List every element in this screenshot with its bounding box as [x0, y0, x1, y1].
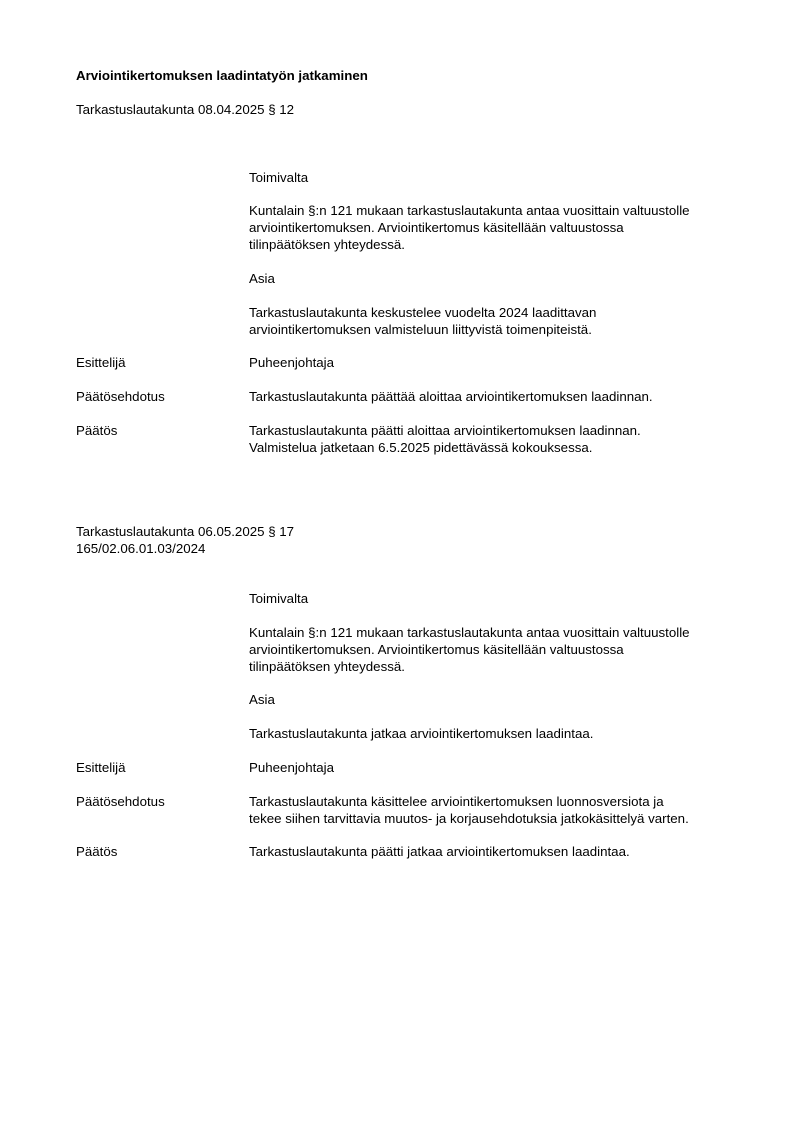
- meeting1-toimivalta-line: Kuntalain §:n 121 mukaan tarkastuslautakunta antaa vuosittain valtuustolle: [249, 203, 690, 218]
- meeting2-toimivalta-line: arviointikertomuksen. Arviointikertomus käsitellään valtuustossa: [249, 642, 624, 657]
- meeting1-paatos-line: Tarkastuslautakunta päätti aloittaa arviointikertomuksen laadinnan.: [249, 423, 641, 438]
- meeting1-asia-heading: Asia: [249, 271, 275, 286]
- document-title: Arviointikertomuksen laadintatyön jatkaminen: [76, 68, 368, 83]
- meeting2-toimivalta-line: tilinpäätöksen yhteydessä.: [249, 659, 405, 674]
- meeting1-toimivalta-text: [249, 202, 749, 253]
- meeting1-toimivalta-heading: Toimivalta: [249, 170, 309, 185]
- meeting1-asia-line: arviointikertomuksen valmisteluun liittyvistä toimenpiteistä.: [249, 322, 592, 337]
- meeting2-paatos-label: Päätös: [76, 844, 118, 859]
- meeting2-esittelija-value: Puheenjohtaja: [249, 760, 335, 775]
- meeting2-asia-heading: Asia: [249, 692, 275, 707]
- meeting1-paatos-label: Päätös: [76, 423, 118, 438]
- meeting1-paatosehdotus-label: Päätösehdotus: [76, 389, 165, 404]
- meeting2-paatos-value: Tarkastuslautakunta päätti jatkaa arviointikertomuksen laadintaa.: [249, 844, 630, 859]
- meeting2-header: Tarkastuslautakunta 06.05.2025 § 17: [76, 524, 295, 539]
- meeting1-esittelija-value: Puheenjohtaja: [249, 355, 335, 370]
- meeting1-toimivalta-line: tilinpäätöksen yhteydessä.: [249, 237, 405, 252]
- meeting1-toimivalta-line: arviointikertomuksen. Arviointikertomus käsitellään valtuustossa: [249, 220, 624, 235]
- meeting2-toimivalta-line: Kuntalain §:n 121 mukaan tarkastuslautakunta antaa vuosittain valtuustolle: [249, 625, 690, 640]
- meeting2-paatosehdotus-text: [249, 793, 749, 827]
- meeting1-paatos-line: Valmistelua jatketaan 6.5.2025 pidettävässä kokouksessa.: [249, 440, 593, 455]
- meeting2-paatosehdotus-line: Tarkastuslautakunta käsittelee arviointikertomuksen luonnosversiota ja: [249, 794, 664, 809]
- meeting1-paatosehdotus-value: Tarkastuslautakunta päättää aloittaa arviointikertomuksen laadinnan.: [249, 389, 653, 404]
- meeting2-paatosehdotus-line: tekee siihen tarvittavia muutos- ja korjausehdotuksia jatkokäsittelyä varten.: [249, 811, 689, 826]
- meeting1-paatos-text: [249, 422, 749, 456]
- meeting2-esittelija-label: Esittelijä: [76, 760, 126, 775]
- meeting1-asia-line: Tarkastuslautakunta keskustelee vuodelta 2024 laadittavan: [249, 305, 597, 320]
- meeting1-asia-text: [249, 304, 749, 338]
- meeting2-toimivalta-text: [249, 624, 749, 675]
- meeting1-header: Tarkastuslautakunta 08.04.2025 § 12: [76, 102, 295, 117]
- meeting2-toimivalta-heading: Toimivalta: [249, 591, 309, 606]
- meeting2-case-number: 165/02.06.01.03/2024: [76, 541, 206, 556]
- meeting2-paatosehdotus-label: Päätösehdotus: [76, 794, 165, 809]
- meeting2-asia-text: Tarkastuslautakunta jatkaa arviointikertomuksen laadintaa.: [249, 726, 594, 741]
- meeting1-esittelija-label: Esittelijä: [76, 355, 126, 370]
